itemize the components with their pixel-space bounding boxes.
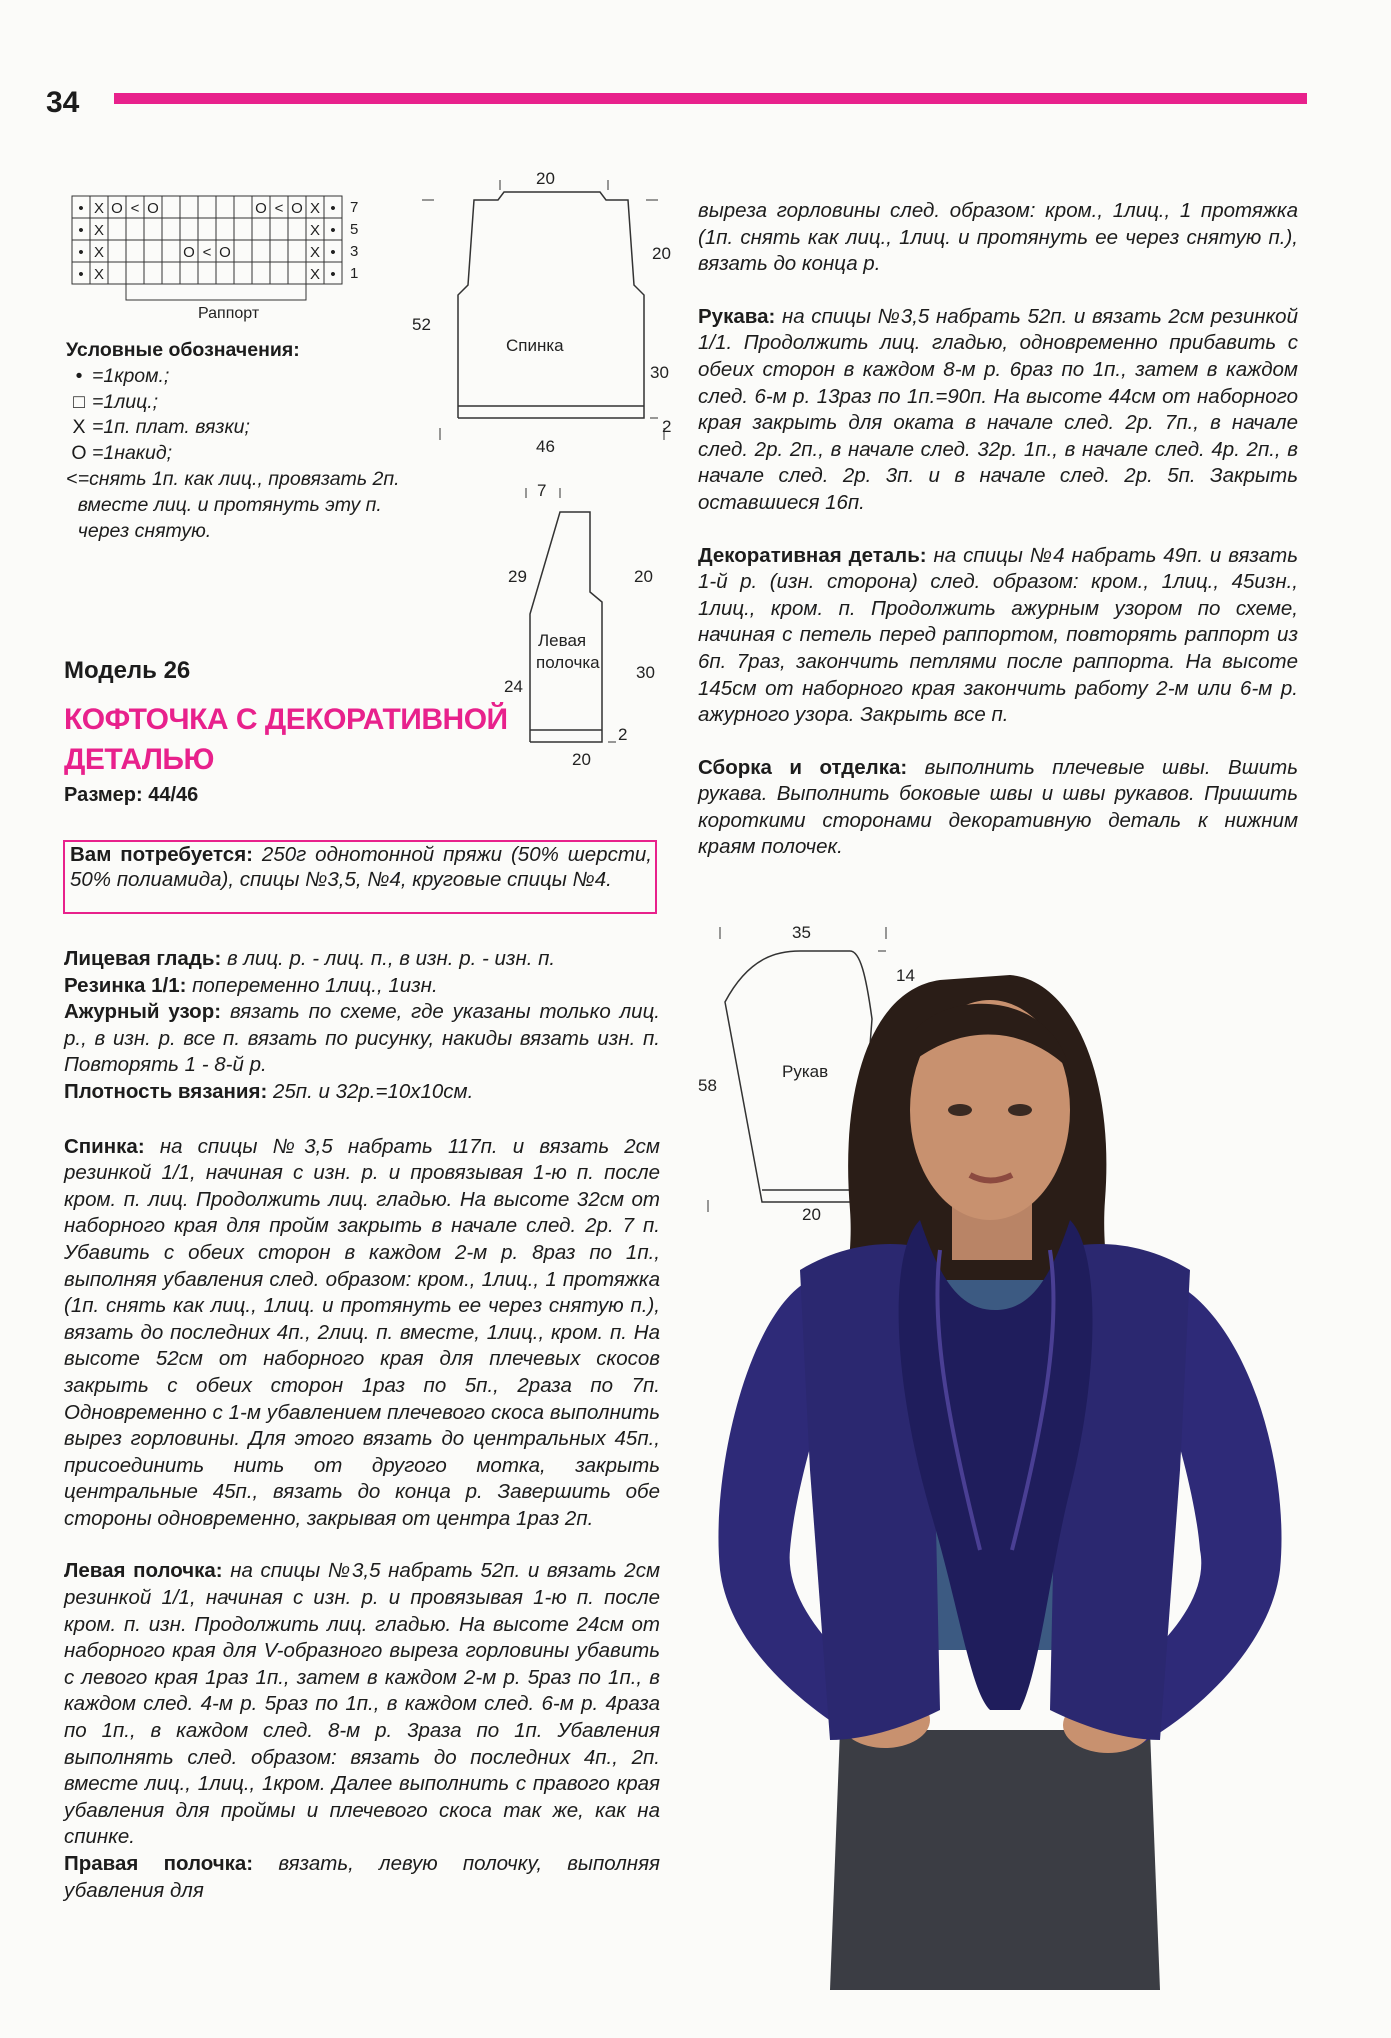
svg-text:O: O bbox=[291, 200, 303, 217]
row-number: 5 bbox=[350, 221, 359, 238]
assembly-instructions: Сборка и отделка: выполнить плечевые швы. Вшить рукава. Выполнить боковые швы и швы рукавов. Пришить короткими сторонами декоративную деталь к нижним краям полочек. bbox=[698, 755, 1298, 859]
dim-bottom-band: 2 bbox=[618, 725, 628, 744]
svg-text:•: • bbox=[330, 200, 336, 217]
svg-text:<: < bbox=[274, 200, 284, 217]
svg-text:X: X bbox=[309, 222, 321, 239]
legend-item: • =1кром.; bbox=[75, 364, 170, 387]
front-label-2: полочка bbox=[536, 653, 600, 672]
decor-instructions: Декоративная деталь: на спицы №4 набрать 49п. и вязать 1-й р. (изн. сторона) след. образом: кром., 1лиц., 45изн., 1лиц., кром. п. Продолжить ажурным узором по схеме, начиная с петель перед раппортом, повторять раппорт из 6п. 7раз, закончить петлями после раппорта. На высоте 145см от наборного края закончить работу 2-м или 6-м р. ажурного узора. Закрыть все п. bbox=[698, 543, 1298, 727]
dim-right: 30 bbox=[636, 663, 655, 682]
front-label-1: Левая bbox=[538, 631, 587, 650]
dim-left-upper: 29 bbox=[508, 567, 527, 586]
svg-text:X: X bbox=[93, 266, 105, 283]
svg-text:O: O bbox=[219, 244, 231, 261]
row-number: 3 bbox=[350, 243, 359, 260]
svg-text:X: X bbox=[93, 222, 105, 239]
dim-left: 58 bbox=[698, 1076, 717, 1095]
svg-text:O: O bbox=[147, 200, 159, 217]
sleeves-instructions: Рукава: на спицы №3,5 набрать 52п. и вязать 2см резинкой 1/1. Продолжить лиц. гладью, одновременно прибавить с обеих сторон в каждом 8-м р. 6раз по 1п., затем в каждом след. 6-м р. 13раз по 1п.=90п. На высоте 44см от наборного края закрыть для оката в начале след. 2р. 7п., в начале след. 2р. 2п., в начале след. 32р. 1п., в начале след. 4р. 2п., в начале след. 2р. 3п. и в начале след. 2р. 5п. Закрыть оставшиеся 16п. bbox=[698, 304, 1298, 514]
legend-title: Условные обозначения: bbox=[66, 339, 300, 361]
svg-text:X: X bbox=[309, 200, 321, 217]
legend-item: < =снять 1п. как лиц., провязать 2п. вместе лиц. и протянуть эту п. через снятую. bbox=[66, 467, 400, 542]
svg-text:O: O bbox=[111, 200, 123, 217]
right-text-column bbox=[698, 198, 1298, 887]
article-title: КОФТОЧКА С ДЕКОРАТИВНОЙ ДЕТАЛЬЮ bbox=[64, 703, 508, 776]
header-accent-bar bbox=[114, 93, 1307, 104]
dim-bottom: 46 bbox=[536, 437, 555, 456]
svg-text:X: X bbox=[93, 244, 105, 261]
svg-text:<: < bbox=[130, 200, 140, 217]
size-label: Размер: 44/46 bbox=[64, 784, 199, 806]
rapport-label: Раппорт bbox=[198, 305, 260, 322]
dim-right: 30 bbox=[650, 363, 669, 382]
back-pattern-diagram bbox=[400, 170, 690, 470]
dim-bottom: 20 bbox=[802, 1205, 821, 1224]
svg-text:•: • bbox=[78, 266, 84, 283]
stitch-line: Плотность вязания: 25п. и 32р.=10х10см. bbox=[64, 1079, 474, 1103]
back-instructions: Спинка: на спицы №3,5 набрать 117п. и вязать 2см резинкой 1/1, начиная с изн. р. и провязывая 1-ю п. после кром. п. лиц. Продолжить лиц. гладью. На высоте 32см от наборного края для пройм закрыть в начале след. 2р. 7 п. Убавить с обеих сторон в каждом 2-м р. 8раз по 1п., выполняя убавления след. образом: кром., 1лиц., 1 протяжка (1п. снять как лиц., 1лиц. и протянуть ее через снятую п.), вязать до последних 4п., 2лиц. п. вместе, 1лиц., кром. п. На высоте 52см от наборного края для плечевых скосов закрыть с обеих сторон 1раз по 5п., 2раза по 7п. Одновременно с 1-м убавлением плечевого скоса выполнить вырез горловины. Для этого вязать до центральных 45п., присоединить нить от другого мотка, закрыть центральные 45п., вязать до конца р. Завершить обе стороны одновременно, закрывая от центра 1раз 2п. bbox=[64, 1134, 660, 1530]
materials-text: 250г однотонной пряжи (50% шерсти, 50% полиамида), спицы №3,5, №4, круговые спицы №4. bbox=[70, 843, 652, 891]
dim-left: 24 bbox=[504, 677, 523, 696]
svg-text:•: • bbox=[330, 222, 336, 239]
dim-bottom: 20 bbox=[572, 750, 591, 769]
svg-text:X: X bbox=[309, 244, 321, 261]
dim-left: 52 bbox=[412, 315, 431, 334]
dim-right-upper: 14 bbox=[896, 966, 915, 985]
back-label: Спинка bbox=[506, 336, 564, 355]
materials-box bbox=[63, 840, 657, 914]
dim-top: 7 bbox=[537, 482, 547, 500]
svg-text:•: • bbox=[78, 244, 84, 261]
svg-text:O: O bbox=[183, 244, 195, 261]
dim-top: 35 bbox=[792, 923, 811, 942]
svg-text:•: • bbox=[78, 200, 84, 217]
continued-text: выреза горловины след. образом: кром., 1лиц., 1 протяжка (1п. снять как лиц., 1лиц. и протянуть ее через снятую п.), вязать до конца р. bbox=[698, 199, 1298, 276]
page-number: 34 bbox=[46, 86, 80, 119]
dim-top: 20 bbox=[536, 170, 555, 188]
materials-label: Вам потребуется: bbox=[70, 843, 253, 866]
row-number: 1 bbox=[350, 265, 359, 282]
svg-text:O: O bbox=[255, 200, 267, 217]
svg-text:X: X bbox=[309, 266, 321, 283]
dim-bottom-band: 2 bbox=[662, 417, 672, 436]
stitch-line: Лицевая гладь: в лиц. р. - лиц. п., в изн. р. - изн. п. bbox=[64, 947, 556, 970]
svg-text:•: • bbox=[330, 266, 336, 283]
stitch-line: Резинка 1/1: попеременно 1лиц., 1изн. bbox=[64, 973, 438, 997]
legend-item: □ =1лиц.; bbox=[73, 390, 159, 413]
svg-text:X: X bbox=[93, 200, 105, 217]
svg-text:<: < bbox=[202, 244, 212, 261]
model-photo bbox=[690, 950, 1300, 1990]
stitch-line: Ажурный узор: вязать по схеме, где указаны только лиц. р., в изн. р. все п. вязать по рисунку, накиды вязать изн. п. Повторять 1 - 8-й р. bbox=[64, 1000, 660, 1077]
legend bbox=[66, 338, 426, 544]
dim-right-upper: 20 bbox=[652, 244, 671, 263]
knitting-chart bbox=[68, 192, 378, 327]
svg-text:•: • bbox=[330, 244, 336, 261]
svg-text:•: • bbox=[78, 222, 84, 239]
right-front-instructions: Правая полочка: вязать, левую полочку, выполняя убавления для bbox=[64, 1852, 660, 1902]
model-number: Модель 26 bbox=[64, 657, 191, 684]
left-text-column bbox=[64, 946, 660, 1930]
legend-item: O =1накид; bbox=[71, 442, 173, 465]
row-number: 7 bbox=[350, 199, 359, 216]
dim-right-upper: 20 bbox=[634, 567, 653, 586]
left-front-instructions: Левая полочка: на спицы №3,5 набрать 52п. и вязать 2см резинкой 1/1, начиная с изн. р. и провязывая 1-ю п. после кром. п. изн. Продолжить лиц. гладью. На высоте 24см от наборного края для V-образного выреза горловины убавить с левого края 1раз 1п., затем в каждом 2-м р. 5раз по 1п., в каждом след. 4-м р. 5раз по 1п., в каждом след. 6-м р. 4раза по 1п., в каждом след. 8-м р. 3раза по 1п. Убавления выполнять след. образом: вязать до последних 4п., 2п. вместе лиц., 1лиц., 1кром. Далее выполнить с правого края убавления для проймы и плечевого скоса так же, как на спинке. bbox=[64, 1559, 660, 1849]
legend-item: X =1п. плат. вязки; bbox=[72, 416, 250, 439]
sleeve-label: Рукав bbox=[782, 1062, 829, 1081]
